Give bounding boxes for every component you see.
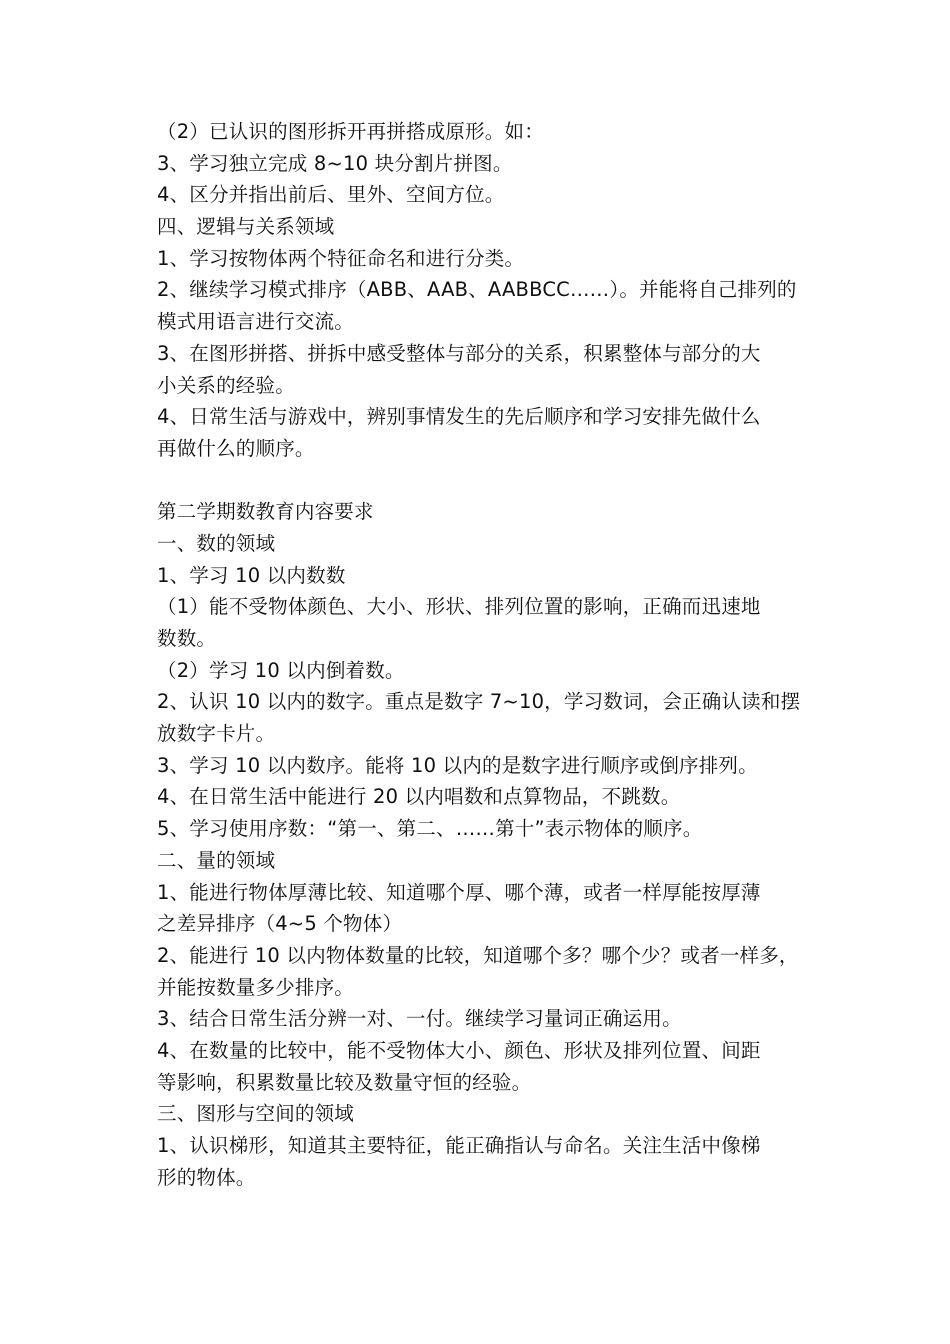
text-line: （2）已认识的图形拆开再拼搭成原形。如： [157,120,544,143]
section-heading: 一、数的领域 [157,531,276,555]
text-line: 3、在图形拼搭、拼拆中感受整体与部分的关系，积累整体与部分的大 [157,341,761,365]
blank-line [157,465,797,497]
section-heading: 二、量的领域 [157,848,276,872]
text-line: 3、学习独立完成 8~10 块分割片拼图。 [157,151,513,175]
text-line: 4、区分并指出前后、里外、空间方位。 [157,183,505,207]
text-line: 再做什么的顺序。 [157,436,315,460]
text-line: 2、能进行 10 以内物体数量的比较，知道哪个多？哪个少？或者一样多， [157,943,799,967]
document-body [157,116,801,1193]
text-line: 5、学习使用序数：“第一、第二、……第十”表示物体的顺序。 [157,817,703,841]
text-line: 4、在日常生活中能进行 20 以内唱数和点算物品，不跳数。 [157,785,681,809]
text-line: 1、认识梯形，知道其主要特征，能正确指认与命名。关注生活中像梯 [157,1134,761,1157]
text-line: 4、在数量的比较中，能不受物体大小、颜色、形状及排列位置、间距 [157,1038,761,1062]
text-line: 并能按数量多少排序。 [157,975,355,999]
text-line: 1、学习按物体两个特征命名和进行分类。 [157,246,525,270]
document-title: 第二学期数教育内容要求 [157,500,374,524]
text-line: 之差异排序（4~5 个物体） [157,912,403,936]
text-line: （2）学习 10 以内倒着数。 [157,658,405,682]
text-line: 数数。 [157,627,217,650]
section-heading: 四、逻辑与关系领域 [157,215,335,239]
text-line: 小关系的经验。 [157,373,295,397]
text-line: 2、继续学习模式排序（ABB、AAB、AABBCC……）。并能将自己排列的 [157,278,797,302]
section-heading: 三、图形与空间的领域 [157,1102,355,1126]
text-line: 4、日常生活与游戏中，辨别事情发生的先后顺序和学习安排先做什么 [157,405,761,429]
text-line: 放数字卡片。 [157,722,276,746]
text-line: 形的物体。 [157,1165,256,1189]
text-line: 模式用语言进行交流。 [157,310,355,334]
text-line: （1）能不受物体颜色、大小、形状、排列位置的影响，正确而迅速地 [157,595,761,619]
text-line: 2、认识 10 以内的数字。重点是数字 7~10，学习数词，会正确认读和摆 [157,690,801,714]
text-line: 3、学习 10 以内数序。能将 10 以内的是数字进行顺序或倒序排列。 [157,753,758,777]
text-line: 1、学习 10 以内数数 [157,563,346,587]
text-line: 1、能进行物体厚薄比较、知道哪个厚、哪个薄，或者一样厚能按厚薄 [157,880,761,904]
text-line: 3、结合日常生活分辨一对、一付。继续学习量词正确运用。 [157,1007,682,1031]
text-line: 等影响，积累数量比较及数量守恒的经验。 [157,1070,532,1094]
